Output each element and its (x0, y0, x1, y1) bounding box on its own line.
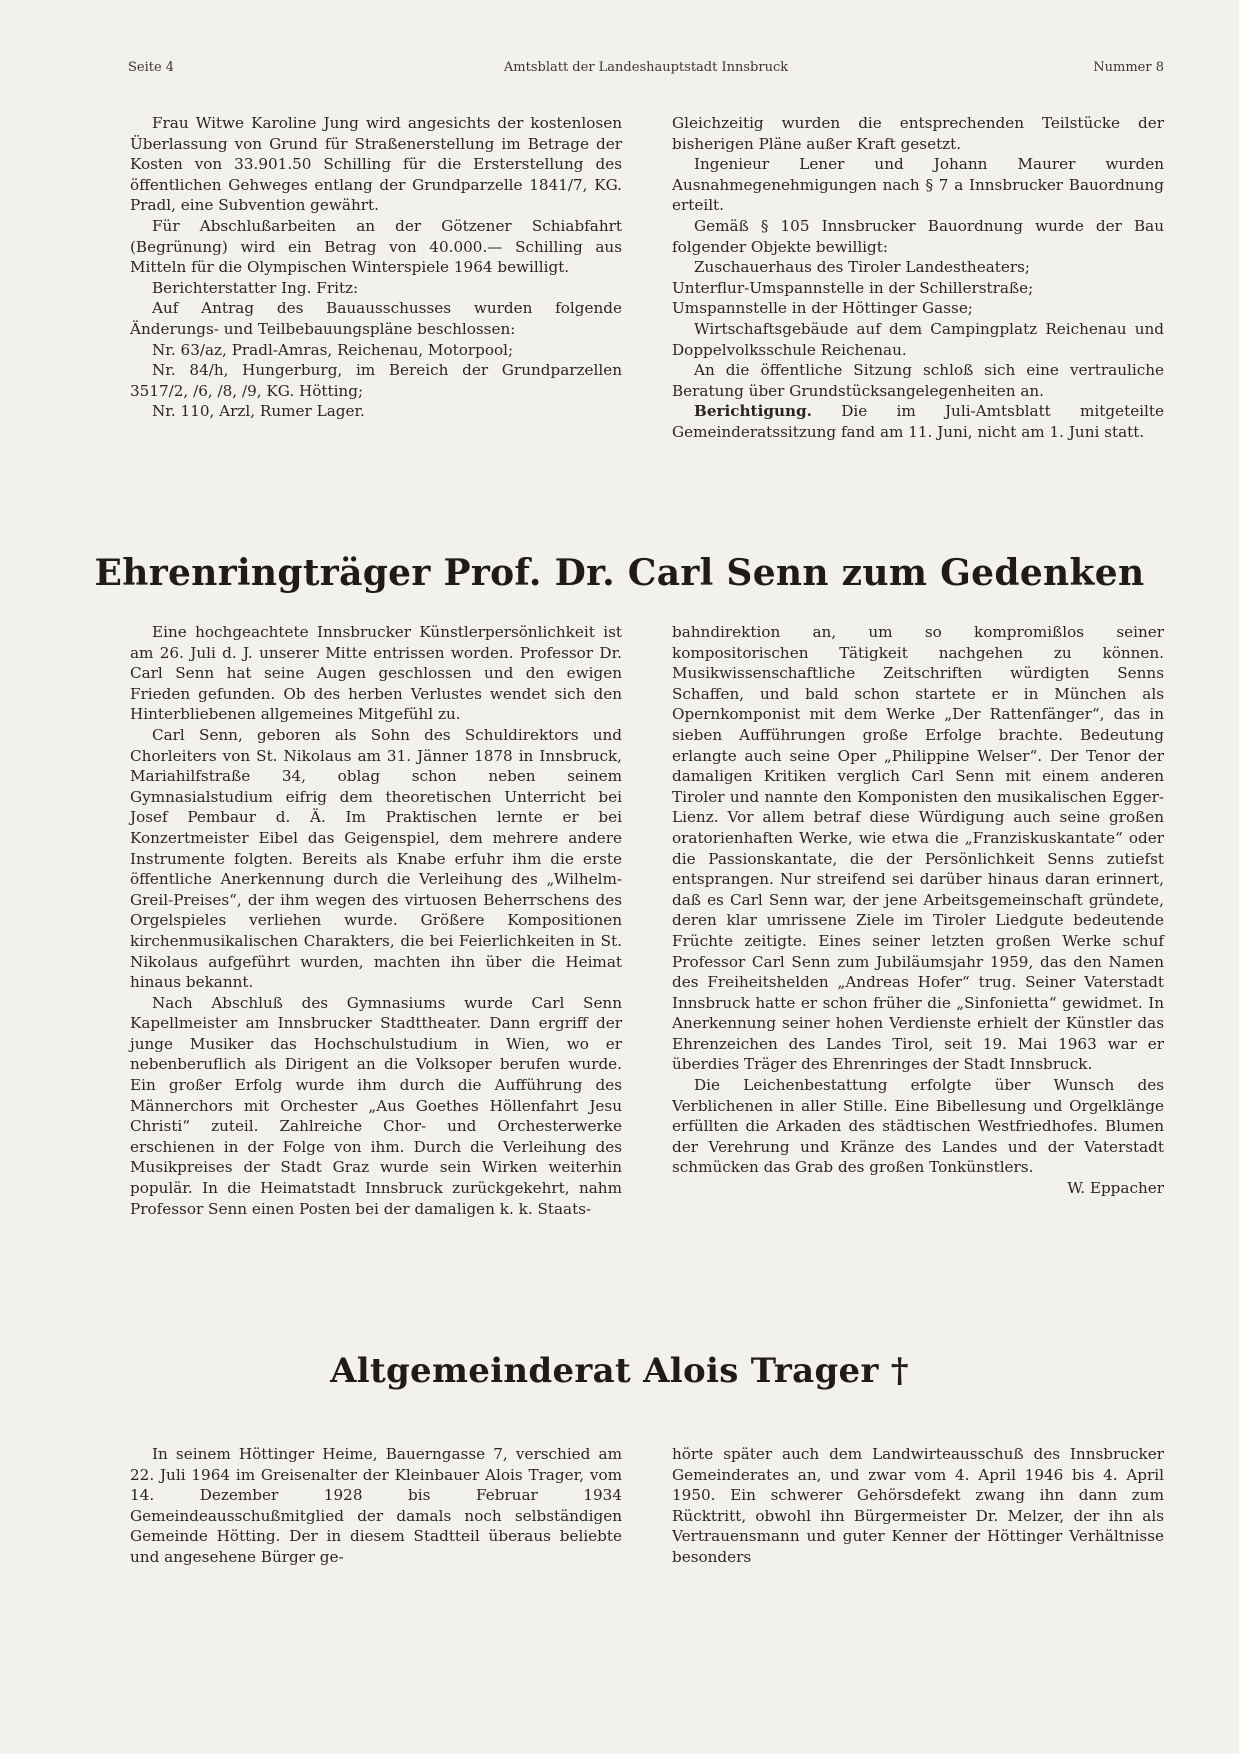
paragraph: Ingenieur Lener und Johann Maurer wurden Ausnahmegenehmigungen nach § 7 a Innsbrucker Bauordnung erteilt. (672, 155, 1164, 215)
paragraph: bahndirektion an, um so kompromißlos seiner kompositorischen Tätigkeit nachgehen zu können. Musikwissenschaftliche Zeitschriften würdigten Senns Schaffen, und bald schon startete er in München als Opernkomponist mit dem Werke „Der Rattenfänger“, das in sieben Aufführungen große Erfolge brachte. Bedeutung erlangte auch seine Oper „Philippine Welser“. Der Tenor der damaligen Kritiken verglich Carl Senn mit einem anderen Tiroler und nannte den Komponisten den musikalischen Egger-Lienz. Vor allem betraf diese Würdigung auch seine großen oratorienhaften Werke, wie etwa die „Franziskuskantate“ oder die Passionskantate, die der Persönlichkeit Senns zutiefst entsprangen. Nur streifend sei darüber hinaus daran erinnert, daß es Carl Senn war, der jene Arbeitsgemeinschaft gründete, deren klar umrissene Ziele im Tiroler Liedgute bedeutende Früchte zeitigte. Eines seiner letzten großen Werke schuf Professor Carl Senn zum Jubiläumsjahr 1959, das den Namen des Freiheitshelden „Andreas Hofer“ trug. Seiner Vaterstadt Innsbruck hatte er schon früher die „Sinfonietta“ gewidmet. In Anerkennung seiner hohen Verdienste erhielt der Künstler das Ehrenzeichen des Landes Tirol, seit 19. Mai 1963 war er überdies Träger des Ehrenringes der Stadt Innsbruck. (672, 623, 1164, 1074)
issue-number: Nummer 8 (1093, 60, 1164, 75)
building-item: Zuschauerhaus des Tiroler Landestheaters; (694, 258, 1031, 277)
plan-item: Nr. 63/az, Pradl-Amras, Reichenau, Motorpool; (152, 340, 514, 359)
paragraph: An die öffentliche Sitzung schloß sich eine vertrauliche Beratung über Grundstücksangelegenheiten an. (672, 361, 1164, 400)
plan-item: Nr. 84/h, Hungerburg, im Bereich der Grundparzellen 3517/2, /6, /8, /9, KG. Hötting; (130, 361, 622, 400)
paragraph: Gleichzeitig wurden die entsprechenden Teilstücke der bisherigen Pläne außer Kraft gesetzt. (672, 114, 1164, 153)
paragraph: Berichterstatter Ing. Fritz: (152, 278, 359, 297)
minutes-left-column (130, 113, 622, 422)
paragraph: Gemäß § 105 Innsbrucker Bauordnung wurde der Bau folgender Objekte bewilligt: (672, 216, 1164, 256)
building-item: Unterflur-Umspannstelle in der Schillerstraße; (672, 278, 1034, 297)
building-item: Umspannstelle in der Höttinger Gasse; (672, 299, 973, 318)
author-signature: W. Eppacher (1067, 1179, 1164, 1198)
paragraph: In seinem Höttinger Heime, Bauerngasse 7, verschied am 22. Juli 1964 im Greisenalter der Kleinbauer Alois Trager, vom 14. Dezember 1928 bis Februar 1934 Gemeindeausschußmitglied der damals noch selbständigen Gemeinde Hötting. Der in diesem Stadtteil überaus beliebte und angesehene Bürger ge- (130, 1445, 622, 1566)
paragraph: Die Leichenbestattung erfolgte über Wunsch des Verblichenen in aller Stille. Eine Bibellesung und Orgelklänge erfüllten die Arkaden des städtischen Westfriedhofes. Blumen der Verehrung und Kränze des Landes und der Vaterstadt schmücken das Grab des großen Tonkünstlers. (672, 1076, 1164, 1177)
article-title-trager: Altgemeinderat Alois Trager † (330, 1351, 909, 1391)
building-item: Wirtschaftsgebäude auf dem Campingplatz Reichenau und Doppelvolksschule Reichenau. (672, 319, 1164, 359)
paragraph: Für Abschlußarbeiten an der Götzener Schiabfahrt (Begrünung) wird ein Betrag von 40.000.— Schilling aus Mitteln für die Olympischen Winterspiele 1964 bewilligt. (130, 216, 622, 277)
senn-left-column (130, 622, 622, 1219)
page-number: Seite 4 (128, 60, 175, 75)
paragraph: Nach Abschluß des Gymnasiums wurde Carl Senn Kapellmeister am Innsbrucker Stadttheater. Dann ergriff der junge Musiker das Hochschulstudium in Wien, wo er nebenberuflich als Dirigent an die Volksoper berufen wurde. Ein großer Erfolg wurde ihm durch die Aufführung des Männerchors mit Orchester „Aus Goethes Höllenfahrt Jesu Christi“ zuteil. Zahlreiche Chor- und Orchesterwerke erschienen in der Folge von ihm. Durch die Verleihung des Musikpreises der Stadt Graz wurde sein Wirken weiterhin populär. In die Heimatstadt Innsbruck zurückgekehrt, nahm Professor Senn einen Posten bei der damaligen k. k. Staats- (130, 993, 622, 1218)
correction-label: Berichtigung. (694, 402, 812, 421)
correction-text: Die im Juli-Amtsblatt mitgeteilte Gemeinderatssitzung fand am 11. Juni, nicht am 1. Juni statt. (672, 402, 1164, 441)
paragraph: Carl Senn, geboren als Sohn des Schuldirektors und Chorleiters von St. Nikolaus am 31. Jänner 1878 in Innsbruck, Mariahilfstraße 34, oblag schon neben seinem Gymnasialstudium eifrig dem theoretischen Unterricht bei Josef Pembaur d. Ä. Im Praktischen lernte er bei Konzertmeister Eibel das Geigenspiel, dem mehrere andere Instrumente folgten. Bereits als Knabe erfuhr ihm die erste öffentliche Anerkennung durch die Verleihung des „Wilhelm-Greil-Preises“, der ihm wegen des virtuosen Beherrschens des Orgelspieles verliehen wurde. Größere Kompositionen kirchenmusikalischen Charakters, die bei Feierlichkeiten in St. Nikolaus aufgeführt wurden, machten ihn über die Heimat hinaus bekannt. (130, 725, 622, 992)
paragraph: Auf Antrag des Bauausschusses wurden folgende Änderungs- und Teilbebauungspläne beschlossen: (130, 299, 622, 338)
plan-item: Nr. 110, Arzl, Rumer Lager. (152, 402, 365, 421)
correction-paragraph (672, 401, 1164, 442)
paragraph: hörte später auch dem Landwirteausschuß des Innsbrucker Gemeinderates an, und zwar vom 4. April 1946 bis 4. April 1950. Ein schwerer Gehörsdefekt zwang ihn dann zum Rücktritt, obwohl ihn Bürgermeister Dr. Melzer, der ihn als Vertrauensmann und guter Kenner der Höttinger Verhältnisse besonders (672, 1445, 1164, 1566)
article-title-senn: Ehrenringträger Prof. Dr. Carl Senn zum Gedenken (94, 552, 1145, 594)
publication-title: Amtsblatt der Landeshauptstadt Innsbruck (503, 60, 789, 75)
trager-left-column (130, 1444, 622, 1568)
paragraph: Frau Witwe Karoline Jung wird angesichts der kostenlosen Überlassung von Grund für Straßenerstellung im Betrage der Kosten von 33.901.50 Schilling für die Ersterstellung des öffentlichen Gehweges entlang der Grundparzelle 1841/7, KG. Pradl, eine Subvention gewährt. (130, 114, 622, 215)
page-header (128, 60, 1164, 84)
trager-right-column (672, 1444, 1164, 1568)
senn-right-column (672, 622, 1164, 1199)
minutes-right-column (672, 113, 1164, 443)
paragraph: Eine hochgeachtete Innsbrucker Künstlerpersönlichkeit ist am 26. Juli d. J. unserer Mitte entrissen worden. Professor Dr. Carl Senn hat seine Augen geschlossen und den ewigen Frieden gefunden. Ob des herben Verlustes wendet sich den Hinterbliebenen allgemeines Mitgefühl zu. (130, 623, 622, 724)
